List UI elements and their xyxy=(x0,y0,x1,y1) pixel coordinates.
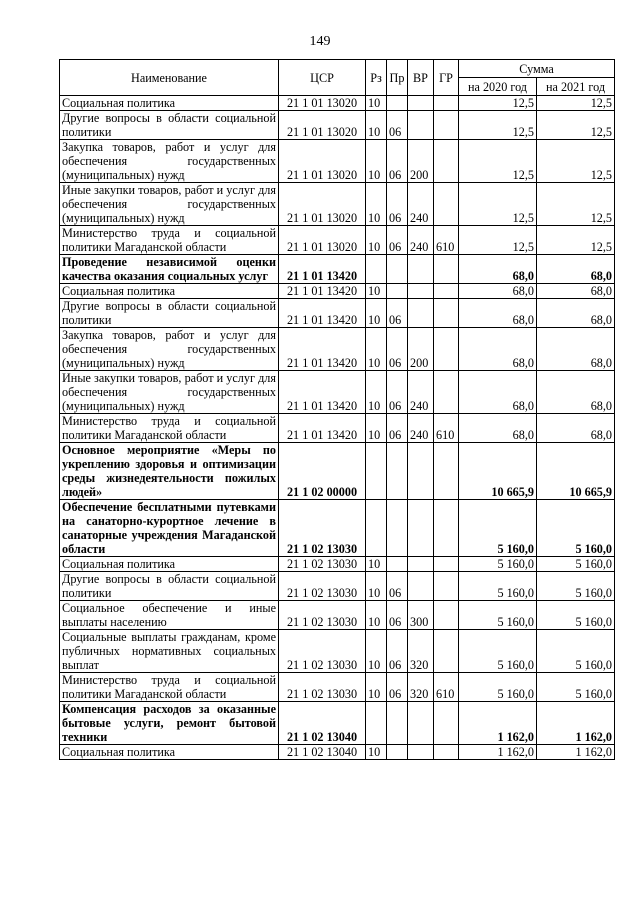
header-year-2020: на 2020 год xyxy=(459,78,537,96)
cell-vr: 320 xyxy=(408,673,434,702)
cell-sum-2021: 68,0 xyxy=(537,299,615,328)
cell-gr: 610 xyxy=(434,414,459,443)
table-row xyxy=(60,255,615,284)
cell-csr: 21 1 02 13030 xyxy=(279,673,366,702)
table-row xyxy=(60,111,615,140)
header-gr: ГР xyxy=(434,60,459,96)
cell-csr: 21 1 01 13020 xyxy=(279,183,366,226)
header-pr: Пр xyxy=(387,60,408,96)
cell-sum-2021: 5 160,0 xyxy=(537,557,615,572)
cell-rz: 10 xyxy=(366,557,387,572)
header-rz: Рз xyxy=(366,60,387,96)
cell-name: Проведение независимой оценки качества оказания социальных услуг xyxy=(60,255,279,284)
cell-name: Компенсация расходов за оказанные бытовые услуги, ремонт бытовой техники xyxy=(60,702,279,745)
cell-rz xyxy=(366,702,387,745)
cell-vr xyxy=(408,745,434,760)
cell-sum-2020: 12,5 xyxy=(459,96,537,111)
cell-vr xyxy=(408,500,434,557)
cell-csr: 21 1 02 13030 xyxy=(279,601,366,630)
cell-csr: 21 1 01 13420 xyxy=(279,299,366,328)
cell-sum-2021: 5 160,0 xyxy=(537,572,615,601)
cell-name: Социальная политика xyxy=(60,745,279,760)
cell-rz: 10 xyxy=(366,328,387,371)
cell-name: Закупка товаров, работ и услуг для обеспечения государственных (муниципальных) нужд xyxy=(60,140,279,183)
table-row xyxy=(60,630,615,673)
cell-name: Социальная политика xyxy=(60,96,279,111)
cell-sum-2020: 5 160,0 xyxy=(459,500,537,557)
cell-csr: 21 1 01 13020 xyxy=(279,96,366,111)
cell-sum-2020: 12,5 xyxy=(459,140,537,183)
table-row xyxy=(60,745,615,760)
cell-vr xyxy=(408,111,434,140)
cell-pr: 06 xyxy=(387,328,408,371)
cell-name: Иные закупки товаров, работ и услуг для обеспечения государственных (муниципальных) нужд xyxy=(60,183,279,226)
cell-sum-2020: 68,0 xyxy=(459,255,537,284)
cell-rz: 10 xyxy=(366,673,387,702)
cell-csr: 21 1 01 13020 xyxy=(279,111,366,140)
cell-pr: 06 xyxy=(387,414,408,443)
header-vr: ВР xyxy=(408,60,434,96)
table-row xyxy=(60,601,615,630)
cell-rz: 10 xyxy=(366,140,387,183)
table-row xyxy=(60,328,615,371)
cell-gr xyxy=(434,96,459,111)
cell-gr xyxy=(434,557,459,572)
cell-csr: 21 1 01 13420 xyxy=(279,255,366,284)
cell-pr xyxy=(387,96,408,111)
cell-pr: 06 xyxy=(387,111,408,140)
header-sum: Сумма xyxy=(459,60,615,78)
cell-pr xyxy=(387,443,408,500)
cell-sum-2020: 1 162,0 xyxy=(459,745,537,760)
cell-pr: 06 xyxy=(387,630,408,673)
table-row xyxy=(60,443,615,500)
cell-name: Обеспечение бесплатными путевками на санаторно-курортное лечение в санаторные учреждения Магаданской области xyxy=(60,500,279,557)
cell-name: Социальная политика xyxy=(60,557,279,572)
cell-sum-2020: 1 162,0 xyxy=(459,702,537,745)
cell-rz: 10 xyxy=(366,111,387,140)
cell-gr xyxy=(434,500,459,557)
cell-gr xyxy=(434,140,459,183)
cell-name: Другие вопросы в области социальной политики xyxy=(60,299,279,328)
cell-vr xyxy=(408,96,434,111)
cell-sum-2020: 12,5 xyxy=(459,111,537,140)
cell-gr xyxy=(434,745,459,760)
cell-vr xyxy=(408,299,434,328)
cell-csr: 21 1 01 13420 xyxy=(279,284,366,299)
cell-name: Социальное обеспечение и иные выплаты населению xyxy=(60,601,279,630)
cell-gr xyxy=(434,183,459,226)
cell-name: Иные закупки товаров, работ и услуг для обеспечения государственных (муниципальных) нужд xyxy=(60,371,279,414)
table-row xyxy=(60,673,615,702)
cell-rz xyxy=(366,255,387,284)
cell-sum-2020: 5 160,0 xyxy=(459,630,537,673)
cell-vr: 200 xyxy=(408,328,434,371)
cell-gr xyxy=(434,284,459,299)
cell-vr: 240 xyxy=(408,414,434,443)
cell-vr: 240 xyxy=(408,371,434,414)
cell-vr: 240 xyxy=(408,183,434,226)
cell-csr: 21 1 02 13030 xyxy=(279,500,366,557)
cell-name: Закупка товаров, работ и услуг для обеспечения государственных (муниципальных) нужд xyxy=(60,328,279,371)
cell-rz xyxy=(366,443,387,500)
cell-pr xyxy=(387,745,408,760)
table-row xyxy=(60,500,615,557)
cell-gr xyxy=(434,572,459,601)
cell-sum-2020: 5 160,0 xyxy=(459,601,537,630)
cell-name: Социальные выплаты гражданам, кроме публичных нормативных социальных выплат xyxy=(60,630,279,673)
cell-vr xyxy=(408,557,434,572)
cell-rz: 10 xyxy=(366,183,387,226)
cell-pr: 06 xyxy=(387,140,408,183)
header-year-2021: на 2021 год xyxy=(537,78,615,96)
cell-vr: 240 xyxy=(408,226,434,255)
cell-pr: 06 xyxy=(387,601,408,630)
cell-gr xyxy=(434,630,459,673)
cell-vr: 300 xyxy=(408,601,434,630)
cell-sum-2020: 10 665,9 xyxy=(459,443,537,500)
cell-gr: 610 xyxy=(434,226,459,255)
cell-rz: 10 xyxy=(366,371,387,414)
cell-csr: 21 1 01 13020 xyxy=(279,140,366,183)
cell-vr: 200 xyxy=(408,140,434,183)
cell-csr: 21 1 01 13420 xyxy=(279,371,366,414)
cell-name: Министерство труда и социальной политики Магаданской области xyxy=(60,226,279,255)
cell-vr xyxy=(408,284,434,299)
cell-pr xyxy=(387,255,408,284)
cell-csr: 21 1 02 13040 xyxy=(279,702,366,745)
cell-rz: 10 xyxy=(366,414,387,443)
cell-sum-2021: 12,5 xyxy=(537,183,615,226)
cell-sum-2021: 10 665,9 xyxy=(537,443,615,500)
table-row xyxy=(60,557,615,572)
cell-rz: 10 xyxy=(366,299,387,328)
table-row xyxy=(60,702,615,745)
cell-sum-2021: 12,5 xyxy=(537,140,615,183)
cell-csr: 21 1 02 13030 xyxy=(279,557,366,572)
cell-sum-2020: 5 160,0 xyxy=(459,557,537,572)
table-header xyxy=(60,60,615,96)
cell-name: Основное мероприятие «Меры по укреплению здоровья и оптимизации среды жизнедеятельности пожилых людей» xyxy=(60,443,279,500)
cell-vr xyxy=(408,255,434,284)
cell-csr: 21 1 02 13040 xyxy=(279,745,366,760)
cell-pr xyxy=(387,702,408,745)
cell-gr xyxy=(434,702,459,745)
cell-csr: 21 1 02 13030 xyxy=(279,572,366,601)
cell-rz: 10 xyxy=(366,745,387,760)
cell-pr xyxy=(387,284,408,299)
cell-pr: 06 xyxy=(387,299,408,328)
cell-pr: 06 xyxy=(387,673,408,702)
cell-rz: 10 xyxy=(366,601,387,630)
cell-sum-2021: 1 162,0 xyxy=(537,702,615,745)
cell-pr: 06 xyxy=(387,572,408,601)
cell-rz xyxy=(366,500,387,557)
cell-gr xyxy=(434,443,459,500)
table-body xyxy=(60,96,615,760)
cell-vr xyxy=(408,443,434,500)
cell-gr: 610 xyxy=(434,673,459,702)
cell-sum-2020: 5 160,0 xyxy=(459,673,537,702)
cell-sum-2021: 68,0 xyxy=(537,284,615,299)
cell-sum-2020: 68,0 xyxy=(459,299,537,328)
cell-vr xyxy=(408,702,434,745)
cell-name: Министерство труда и социальной политики Магаданской области xyxy=(60,414,279,443)
cell-sum-2021: 5 160,0 xyxy=(537,630,615,673)
cell-sum-2021: 68,0 xyxy=(537,255,615,284)
cell-pr: 06 xyxy=(387,183,408,226)
cell-sum-2021: 5 160,0 xyxy=(537,500,615,557)
cell-pr: 06 xyxy=(387,371,408,414)
cell-sum-2021: 5 160,0 xyxy=(537,601,615,630)
table-row xyxy=(60,299,615,328)
cell-sum-2020: 68,0 xyxy=(459,328,537,371)
header-csr: ЦСР xyxy=(279,60,366,96)
cell-pr xyxy=(387,500,408,557)
cell-name: Другие вопросы в области социальной политики xyxy=(60,572,279,601)
cell-csr: 21 1 01 13020 xyxy=(279,226,366,255)
cell-sum-2021: 68,0 xyxy=(537,371,615,414)
cell-gr xyxy=(434,299,459,328)
cell-sum-2020: 5 160,0 xyxy=(459,572,537,601)
table-row xyxy=(60,96,615,111)
cell-sum-2020: 68,0 xyxy=(459,284,537,299)
cell-pr xyxy=(387,557,408,572)
cell-rz: 10 xyxy=(366,284,387,299)
header-name: Наименование xyxy=(60,60,279,96)
table-row xyxy=(60,414,615,443)
cell-pr: 06 xyxy=(387,226,408,255)
cell-sum-2021: 12,5 xyxy=(537,96,615,111)
cell-sum-2020: 68,0 xyxy=(459,371,537,414)
cell-rz: 10 xyxy=(366,96,387,111)
cell-sum-2021: 5 160,0 xyxy=(537,673,615,702)
table-row xyxy=(60,183,615,226)
cell-sum-2021: 1 162,0 xyxy=(537,745,615,760)
cell-sum-2021: 68,0 xyxy=(537,328,615,371)
budget-table xyxy=(59,59,615,760)
table-row xyxy=(60,572,615,601)
cell-vr: 320 xyxy=(408,630,434,673)
cell-sum-2020: 12,5 xyxy=(459,183,537,226)
cell-sum-2021: 12,5 xyxy=(537,111,615,140)
cell-name: Министерство труда и социальной политики Магаданской области xyxy=(60,673,279,702)
cell-gr xyxy=(434,111,459,140)
cell-name: Социальная политика xyxy=(60,284,279,299)
cell-sum-2020: 12,5 xyxy=(459,226,537,255)
page-number: 149 xyxy=(309,34,331,49)
table-row xyxy=(60,226,615,255)
cell-sum-2021: 12,5 xyxy=(537,226,615,255)
cell-rz: 10 xyxy=(366,630,387,673)
cell-csr: 21 1 01 13420 xyxy=(279,414,366,443)
cell-gr xyxy=(434,601,459,630)
cell-rz: 10 xyxy=(366,226,387,255)
cell-gr xyxy=(434,255,459,284)
cell-gr xyxy=(434,371,459,414)
cell-csr: 21 1 01 13420 xyxy=(279,328,366,371)
cell-csr: 21 1 02 00000 xyxy=(279,443,366,500)
cell-rz: 10 xyxy=(366,572,387,601)
table-row xyxy=(60,371,615,414)
table-row xyxy=(60,140,615,183)
cell-gr xyxy=(434,328,459,371)
table-row xyxy=(60,284,615,299)
cell-csr: 21 1 02 13030 xyxy=(279,630,366,673)
cell-sum-2021: 68,0 xyxy=(537,414,615,443)
cell-name: Другие вопросы в области социальной политики xyxy=(60,111,279,140)
cell-vr xyxy=(408,572,434,601)
cell-sum-2020: 68,0 xyxy=(459,414,537,443)
